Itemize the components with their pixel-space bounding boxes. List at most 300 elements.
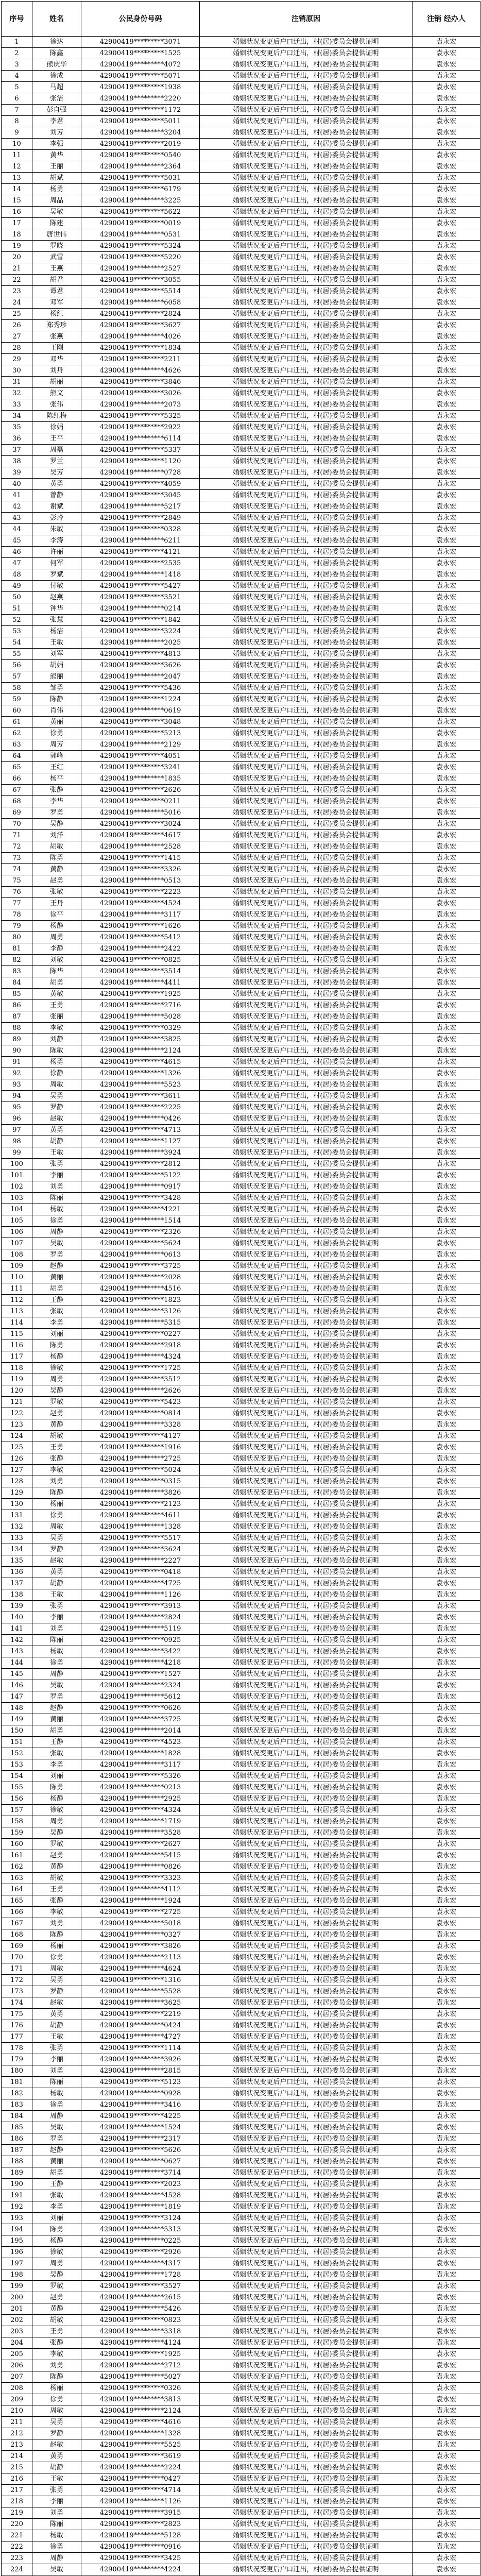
cell-nominator: 袁永宏 [413, 1057, 480, 1068]
cell-no: 170 [2, 1952, 32, 1963]
cell-nominator: 袁永宏 [413, 1544, 480, 1555]
cell-id-number: 42900419*********3117 [81, 909, 200, 921]
cell-no: 51 [2, 603, 32, 615]
table-row [2, 1227, 480, 1238]
cell-nominator: 袁永宏 [413, 1703, 480, 1714]
cell-reason: 婚姻状况变更后户口迁出，村(居)委员会提供证明 [200, 558, 413, 569]
cell-nominator: 袁永宏 [413, 603, 480, 615]
cell-id-number: 42900419*********0613 [81, 1249, 200, 1261]
cell-nominator: 袁永宏 [413, 864, 480, 875]
cell-no: 86 [2, 1000, 32, 1011]
cell-reason: 婚姻状况变更后户口迁出，村(居)委员会提供证明 [200, 501, 413, 513]
cell-id-number: 42900419*********3026 [81, 388, 200, 399]
cell-no: 166 [2, 1907, 32, 1918]
cell-reason: 婚姻状况变更后户口迁出，村(居)委员会提供证明 [200, 456, 413, 467]
cell-id-number: 42900419*********2823 [81, 2519, 200, 2530]
cell-reason: 婚姻状况变更后户口迁出，村(居)委员会提供证明 [200, 343, 413, 354]
cell-nominator: 袁永宏 [413, 2496, 480, 2507]
table-row [2, 1499, 480, 1510]
cell-name: 周敏 [32, 1521, 81, 1533]
cell-name: 徐敏 [32, 1363, 81, 1374]
cell-no: 27 [2, 331, 32, 343]
table-row [2, 1431, 480, 1442]
table-row [2, 955, 480, 966]
table-row [2, 1238, 480, 1249]
cell-name: 吴敏 [32, 2564, 81, 2575]
cell-no: 106 [2, 1227, 32, 1238]
cell-no: 188 [2, 2156, 32, 2167]
cell-no: 129 [2, 1487, 32, 1499]
table-row [2, 263, 480, 275]
cell-nominator: 袁永宏 [413, 581, 480, 592]
cell-no: 187 [2, 2145, 32, 2156]
cell-no: 200 [2, 2292, 32, 2303]
cell-nominator: 袁永宏 [413, 1136, 480, 1147]
cell-reason: 婚姻状况变更后户口迁出，村(居)委员会提供证明 [200, 263, 413, 275]
cell-id-number: 42900419*********2223 [81, 887, 200, 898]
cell-reason: 婚姻状况变更后户口迁出，村(居)委员会提供证明 [200, 1204, 413, 1215]
cell-name: 李强 [32, 139, 81, 150]
cell-id-number: 42900419*********5525 [81, 2439, 200, 2451]
table-row [2, 2258, 480, 2269]
cell-name: 黄敏 [32, 989, 81, 1000]
cell-name: 胡勇 [32, 2167, 81, 2179]
cell-id-number: 42900419*********2422 [81, 943, 200, 955]
cell-id-number: 42900419*********3323 [81, 1873, 200, 1884]
cell-no: 109 [2, 1261, 32, 1272]
cell-nominator: 袁永宏 [413, 2292, 480, 2303]
cell-reason: 婚姻状况变更后户口迁出，村(居)委员会提供证明 [200, 48, 413, 59]
cell-reason: 婚姻状况变更后户口迁出，村(居)委员会提供证明 [200, 320, 413, 331]
cell-name: 王刚 [32, 343, 81, 354]
cell-id-number: 42900419*********4124 [81, 2337, 200, 2349]
table-row [2, 637, 480, 649]
cell-id-number: 42900419*********3825 [81, 1034, 200, 1045]
cell-name: 郑秀珍 [32, 320, 81, 331]
table-row [2, 2541, 480, 2553]
cell-no: 140 [2, 1612, 32, 1623]
cell-name: 谭君 [32, 286, 81, 297]
cell-id-number: 42900419*********0214 [81, 603, 200, 615]
cell-nominator: 袁永宏 [413, 2156, 480, 2167]
cell-id-number: 42900419*********3045 [81, 490, 200, 501]
cell-no: 152 [2, 1748, 32, 1759]
table-row [2, 2315, 480, 2326]
cell-id-number: 42900419*********1326 [81, 1068, 200, 1079]
cell-no: 11 [2, 150, 32, 161]
cell-reason: 婚姻状况变更后户口迁出，村(居)委员会提供证明 [200, 1737, 413, 1748]
table-row [2, 399, 480, 411]
cell-reason: 婚姻状况变更后户口迁出，村(居)委员会提供证明 [200, 2258, 413, 2269]
table-row [2, 173, 480, 184]
cell-name: 黄勇 [32, 479, 81, 490]
table-row [2, 1272, 480, 1283]
cell-reason: 婚姻状况变更后户口迁出，村(居)委员会提供证明 [200, 1714, 413, 1725]
cell-id-number: 42900419*********1172 [81, 105, 200, 116]
cell-nominator: 袁永宏 [413, 422, 480, 433]
cell-reason: 婚姻状况变更后户口迁出，村(居)委员会提供证明 [200, 139, 413, 150]
cell-nominator: 袁永宏 [413, 2122, 480, 2133]
cell-reason: 婚姻状况变更后户口迁出，村(居)委员会提供证明 [200, 377, 413, 388]
table-row [2, 683, 480, 694]
cell-reason: 婚姻状况变更后户口迁出，村(居)委员会提供证明 [200, 1612, 413, 1623]
cell-id-number: 42900419*********5412 [81, 932, 200, 943]
cell-no: 157 [2, 1805, 32, 1816]
cell-nominator: 袁永宏 [413, 1465, 480, 1476]
cell-reason: 婚姻状况变更后户口迁出，村(居)委员会提供证明 [200, 365, 413, 377]
cell-reason: 婚姻状况变更后户口迁出，村(居)委员会提供证明 [200, 1091, 413, 1102]
cell-nominator: 袁永宏 [413, 2303, 480, 2315]
cell-id-number: 42900419*********0213 [81, 1782, 200, 1793]
cell-nominator: 袁永宏 [413, 365, 480, 377]
cell-name: 罗斌 [32, 569, 81, 581]
cell-no: 99 [2, 1147, 32, 1159]
cell-reason: 婚姻状况变更后户口迁出，村(居)委员会提供证明 [200, 819, 413, 830]
cell-nominator: 袁永宏 [413, 1521, 480, 1533]
cell-id-number: 42900419*********5011 [81, 116, 200, 127]
table-row [2, 1589, 480, 1601]
cell-reason: 婚姻状况变更后户口迁出，村(居)委员会提供证明 [200, 1623, 413, 1635]
cell-reason: 婚姻状况变更后户口迁出，村(居)委员会提供证明 [200, 626, 413, 637]
cell-no: 195 [2, 2235, 32, 2247]
cell-name: 吴敏 [32, 207, 81, 218]
table-row [2, 1136, 480, 1147]
cell-no: 69 [2, 807, 32, 819]
cell-nominator: 袁永宏 [413, 1884, 480, 1895]
table-row [2, 82, 480, 93]
cell-name: 徐静 [32, 1068, 81, 1079]
cell-name: 王平 [32, 433, 81, 445]
cell-no: 78 [2, 909, 32, 921]
table-row [2, 592, 480, 603]
table-row [2, 626, 480, 637]
cell-nominator: 袁永宏 [413, 1147, 480, 1159]
cell-nominator: 袁永宏 [413, 467, 480, 479]
cell-nominator: 袁永宏 [413, 2031, 480, 2043]
cell-reason: 婚姻状况变更后户口迁出，村(居)委员会提供证明 [200, 2020, 413, 2031]
cell-reason: 婚姻状况变更后户口迁出，村(居)委员会提供证明 [200, 2031, 413, 2043]
cell-name: 罗敏 [32, 2281, 81, 2292]
cell-reason: 婚姻状况变更后户口迁出，村(居)委员会提供证明 [200, 2405, 413, 2417]
cell-id-number: 42900419*********4528 [81, 2190, 200, 2201]
cell-nominator: 袁永宏 [413, 773, 480, 785]
cell-reason: 婚姻状况变更后户口迁出，村(居)委员会提供证明 [200, 59, 413, 71]
cell-name: 吴芳 [32, 467, 81, 479]
cell-nominator: 袁永宏 [413, 71, 480, 82]
cell-name: 黄丽 [32, 1714, 81, 1725]
cell-nominator: 袁永宏 [413, 1091, 480, 1102]
cell-no: 171 [2, 1963, 32, 1975]
table-row [2, 1612, 480, 1623]
cell-id-number: 42900419*********5071 [81, 71, 200, 82]
cell-reason: 婚姻状况变更后户口迁出，村(居)委员会提供证明 [200, 1895, 413, 1907]
table-row [2, 1249, 480, 1261]
cell-reason: 婚姻状况变更后户口迁出，村(居)委员会提供证明 [200, 1057, 413, 1068]
cell-no: 95 [2, 1102, 32, 1113]
table-row [2, 524, 480, 535]
cell-id-number: 42900419*********3527 [81, 2281, 200, 2292]
cell-id-number: 42900419*********2025 [81, 637, 200, 649]
cell-name: 周静 [32, 1669, 81, 1680]
cell-reason: 婚姻状况变更后户口迁出，村(居)委员会提供证明 [200, 1884, 413, 1895]
cell-no: 47 [2, 558, 32, 569]
table-row [2, 830, 480, 841]
cell-id-number: 42900419*********5427 [81, 581, 200, 592]
cell-name: 罗静 [32, 1544, 81, 1555]
cell-name: 周勇 [32, 1816, 81, 1827]
cell-reason: 婚姻状况变更后户口迁出，村(居)委员会提供证明 [200, 615, 413, 626]
cell-name: 钟华 [32, 603, 81, 615]
cell-nominator: 袁永宏 [413, 1861, 480, 1873]
cell-no: 145 [2, 1669, 32, 1680]
cell-reason: 婚姻状况变更后户口迁出，村(居)委员会提供证明 [200, 1000, 413, 1011]
table-row [2, 1476, 480, 1487]
cell-reason: 婚姻状况变更后户口迁出，村(居)委员会提供证明 [200, 989, 413, 1000]
cell-id-number: 42900419*********2615 [81, 2292, 200, 2303]
table-row [2, 1034, 480, 1045]
cell-id-number: 42900419*********1120 [81, 456, 200, 467]
cell-no: 5 [2, 82, 32, 93]
cell-nominator: 袁永宏 [413, 1011, 480, 1023]
table-row [2, 161, 480, 173]
cell-name: 黄丽 [32, 2156, 81, 2167]
cell-name: 胡敏 [32, 1873, 81, 1884]
cell-reason: 婚姻状况变更后户口迁出，村(居)委员会提供证明 [200, 864, 413, 875]
cell-no: 125 [2, 1442, 32, 1453]
cell-id-number: 42900419*********5325 [81, 411, 200, 422]
cell-id-number: 42900419*********2123 [81, 1499, 200, 1510]
table-row [2, 2190, 480, 2201]
cell-reason: 婚姻状况变更后户口迁出，村(居)委员会提供证明 [200, 1125, 413, 1136]
cell-id-number: 42900419*********4813 [81, 649, 200, 660]
cell-id-number: 42900419*********1835 [81, 773, 200, 785]
cell-id-number: 42900419*********3846 [81, 377, 200, 388]
table-row [2, 1113, 480, 1125]
table-row [2, 2009, 480, 2020]
cell-no: 33 [2, 399, 32, 411]
cell-id-number: 42900419*********3913 [81, 1601, 200, 1612]
cell-name: 徐敏 [32, 2247, 81, 2258]
cell-id-number: 42900419*********0424 [81, 2020, 200, 2031]
cell-no: 213 [2, 2439, 32, 2451]
cell-no: 66 [2, 773, 32, 785]
cell-no: 194 [2, 2224, 32, 2235]
table-row [2, 252, 480, 263]
cell-no: 177 [2, 2031, 32, 2043]
table-row [2, 1408, 480, 1419]
cell-id-number: 42900419*********4317 [81, 2258, 200, 2269]
cell-reason: 婚姻状况变更后户口迁出，村(居)委员会提供证明 [200, 2519, 413, 2530]
table-row [2, 887, 480, 898]
cell-no: 91 [2, 1057, 32, 1068]
cell-nominator: 袁永宏 [413, 1533, 480, 1544]
cell-no: 191 [2, 2190, 32, 2201]
table-row [2, 2213, 480, 2224]
cell-name: 吴静 [32, 1827, 81, 1839]
cell-no: 22 [2, 275, 32, 286]
cell-no: 68 [2, 796, 32, 807]
cell-name: 周磊 [32, 445, 81, 456]
cell-id-number: 42900419*********3924 [81, 1147, 200, 1159]
cell-reason: 婚姻状况变更后户口迁出，村(居)委员会提供证明 [200, 1601, 413, 1612]
cell-reason: 婚姻状况变更后户口迁出，村(居)委员会提供证明 [200, 705, 413, 717]
cell-name: 吴勇 [32, 1533, 81, 1544]
cell-nominator: 袁永宏 [413, 82, 480, 93]
cell-id-number: 42900419*********3627 [81, 320, 200, 331]
cell-name: 张勇 [32, 2485, 81, 2496]
cell-nominator: 袁永宏 [413, 1442, 480, 1453]
cell-nominator: 袁永宏 [413, 1385, 480, 1397]
cell-reason: 婚姻状况变更后户口迁出，村(居)委员会提供证明 [200, 2485, 413, 2496]
cell-reason: 婚姻状况变更后户口迁出，村(居)委员会提供证明 [200, 1340, 413, 1351]
cell-name: 周静 [32, 2111, 81, 2122]
cell-name: 罗勇 [32, 2133, 81, 2145]
cell-id-number: 42900419*********4121 [81, 547, 200, 558]
cell-name: 黄静 [32, 2303, 81, 2315]
cell-id-number: 42900419*********3328 [81, 1419, 200, 1431]
cell-reason: 婚姻状况变更后户口迁出，村(居)委员会提供证明 [200, 841, 413, 853]
cell-name: 胡勇 [32, 977, 81, 989]
table-row [2, 819, 480, 830]
cell-id-number: 42900419*********3224 [81, 626, 200, 637]
cell-reason: 婚姻状况变更后户口迁出，村(居)委员会提供证明 [200, 739, 413, 751]
cell-id-number: 42900419*********3416 [81, 2099, 200, 2111]
cell-name: 陈勇 [32, 1782, 81, 1793]
cell-id-number: 42900419*********4411 [81, 977, 200, 989]
cell-name: 彭自强 [32, 105, 81, 116]
table-row [2, 1340, 480, 1351]
cell-reason: 婚姻状况变更后户口迁出，村(居)委员会提供证明 [200, 1023, 413, 1034]
cell-id-number: 42900419*********0315 [81, 1476, 200, 1487]
cell-reason: 婚姻状况变更后户口迁出，村(居)委员会提供证明 [200, 547, 413, 558]
cell-id-number: 42900419*********5523 [81, 1079, 200, 1091]
cell-id-number: 42900419*********3725 [81, 1261, 200, 1272]
cell-reason: 婚姻状况变更后户口迁出，村(居)委员会提供证明 [200, 1907, 413, 1918]
table-row [2, 150, 480, 161]
cell-no: 100 [2, 1159, 32, 1170]
cell-name: 李丽 [32, 2054, 81, 2065]
cell-nominator: 袁永宏 [413, 1680, 480, 1691]
cell-reason: 婚姻状况变更后户口迁出，村(居)委员会提供证明 [200, 93, 413, 105]
cell-nominator: 袁永宏 [413, 751, 480, 762]
cell-reason: 婚姻状况变更后户口迁出，村(居)委员会提供证明 [200, 2179, 413, 2190]
cell-nominator: 袁永宏 [413, 1725, 480, 1737]
cell-nominator: 袁永宏 [413, 1873, 480, 1884]
cell-name: 周敏 [32, 2405, 81, 2417]
cell-id-number: 42900419*********0925 [81, 1635, 200, 1646]
cell-reason: 婚姻状况变更后户口迁出，村(居)委员会提供证明 [200, 1646, 413, 1657]
cell-id-number: 42900419*********1925 [81, 2349, 200, 2360]
table-row [2, 2247, 480, 2258]
cell-nominator: 袁永宏 [413, 558, 480, 569]
cell-no: 163 [2, 1873, 32, 1884]
cell-reason: 婚姻状况变更后户口迁出，村(居)委员会提供证明 [200, 785, 413, 796]
cell-reason: 婚姻状况变更后户口迁出，村(居)委员会提供证明 [200, 116, 413, 127]
table-row [2, 875, 480, 887]
cell-reason: 婚姻状况变更后户口迁出，村(居)委员会提供证明 [200, 1544, 413, 1555]
table-row [2, 501, 480, 513]
cell-nominator: 袁永宏 [413, 1363, 480, 1374]
cell-id-number: 42900419*********4616 [81, 2417, 200, 2428]
table-row [2, 2405, 480, 2417]
cell-no: 210 [2, 2405, 32, 2417]
cell-id-number: 42900419*********1828 [81, 1748, 200, 1759]
cell-nominator: 袁永宏 [413, 1068, 480, 1079]
cell-name: 徐敏 [32, 1805, 81, 1816]
header-reason: 注销原因 [200, 2, 413, 37]
cell-nominator: 袁永宏 [413, 615, 480, 626]
table-row [2, 649, 480, 660]
cell-reason: 婚姻状况变更后户口迁出，村(居)委员会提供证明 [200, 1805, 413, 1816]
cell-nominator: 袁永宏 [413, 819, 480, 830]
cell-nominator: 袁永宏 [413, 547, 480, 558]
cell-no: 215 [2, 2462, 32, 2473]
cell-nominator: 袁永宏 [413, 388, 480, 399]
cell-id-number: 42900419*********0626 [81, 1703, 200, 1714]
cell-id-number: 42900419*********3915 [81, 2507, 200, 2519]
cell-name: 杨敏 [32, 2088, 81, 2099]
cell-reason: 婚姻状况变更后户口迁出，村(居)委员会提供证明 [200, 399, 413, 411]
cell-name: 张勇 [32, 2043, 81, 2054]
table-row [2, 1669, 480, 1680]
cell-id-number: 42900419*********1418 [81, 569, 200, 581]
cell-id-number: 42900419*********0825 [81, 955, 200, 966]
cell-nominator: 袁永宏 [413, 966, 480, 977]
table-row [2, 989, 480, 1000]
cell-nominator: 袁永宏 [413, 1476, 480, 1487]
cell-nominator: 袁永宏 [413, 1907, 480, 1918]
cell-name: 周静 [32, 1227, 81, 1238]
cell-name: 胡静 [32, 2462, 81, 2473]
cell-name: 王丹 [32, 898, 81, 909]
cell-nominator: 袁永宏 [413, 2315, 480, 2326]
cell-reason: 婚姻状况变更后户口迁出，村(居)委员会提供证明 [200, 1975, 413, 1986]
cell-no: 45 [2, 535, 32, 547]
table-row [2, 977, 480, 989]
cell-reason: 婚姻状况变更后户口迁出，村(居)委员会提供证明 [200, 82, 413, 93]
cell-name: 张丽 [32, 1011, 81, 1023]
cell-name: 李丽 [32, 2496, 81, 2507]
cell-reason: 婚姻状况变更后户口迁出，村(居)委员会提供证明 [200, 331, 413, 343]
cell-no: 141 [2, 1623, 32, 1635]
cell-name: 刘丽 [32, 2213, 81, 2224]
cell-id-number: 42900419*********4221 [81, 1204, 200, 1215]
cell-name: 吴敏 [32, 1238, 81, 1249]
table-row [2, 1363, 480, 1374]
cell-id-number: 42900419*********4127 [81, 1431, 200, 1442]
table-row [2, 1544, 480, 1555]
cell-no: 196 [2, 2247, 32, 2258]
cell-no: 197 [2, 2258, 32, 2269]
cell-nominator: 袁永宏 [413, 1850, 480, 1861]
cell-name: 杨丽 [32, 2383, 81, 2394]
cell-nominator: 袁永宏 [413, 1113, 480, 1125]
cell-no: 41 [2, 490, 32, 501]
cell-id-number: 42900419*********1415 [81, 853, 200, 864]
cell-name: 杨勇 [32, 184, 81, 195]
table-row [2, 717, 480, 728]
cell-no: 207 [2, 2371, 32, 2383]
cell-id-number: 42900419*********1126 [81, 1589, 200, 1601]
table-row [2, 184, 480, 195]
table-row [2, 1023, 480, 1034]
cell-nominator: 袁永宏 [413, 2099, 480, 2111]
table-row [2, 1861, 480, 1873]
cell-no: 190 [2, 2179, 32, 2190]
cell-nominator: 袁永宏 [413, 1249, 480, 1261]
cell-no: 104 [2, 1204, 32, 1215]
cell-reason: 婚姻状况变更后户口迁出，村(居)委员会提供证明 [200, 1827, 413, 1839]
